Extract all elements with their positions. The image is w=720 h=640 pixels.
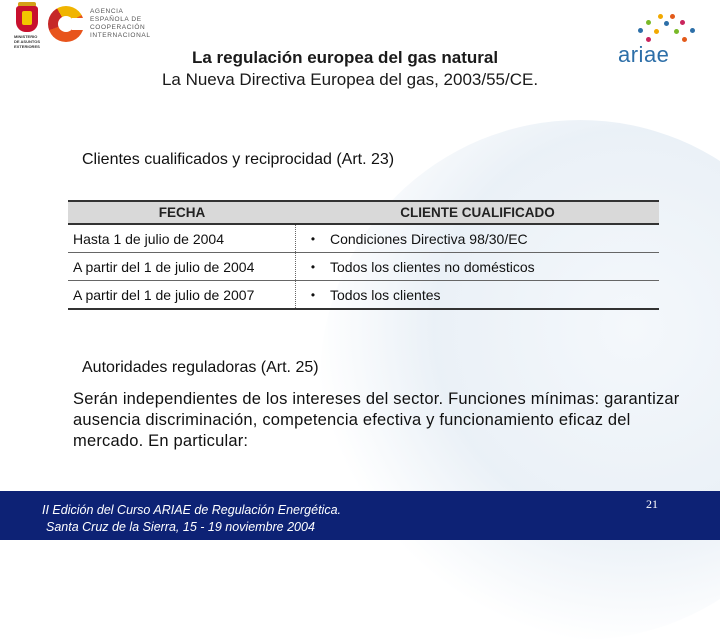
section-body-text: Serán independientes de los intereses del sector. Funciones mínimas: garantizar ausencia discriminación, competencia efectiva y funcionamiento eficaz del mercado. En particular:	[73, 390, 680, 450]
page-number: 21	[646, 497, 658, 511]
fecha-cell: Hasta 1 de julio de 2004	[68, 225, 296, 252]
bullet: •	[310, 259, 316, 274]
ministry-logo	[8, 6, 46, 52]
column-header-cliente: CLIENTE CUALIFICADO	[400, 205, 555, 220]
coat-of-arms-icon	[16, 6, 38, 32]
aeci-logo	[48, 6, 88, 46]
bullet: •	[310, 287, 316, 302]
cliente-cell	[296, 281, 659, 308]
slide-subtitle: La Nueva Directiva Europea del gas, 2003/55/CE.	[161, 70, 539, 89]
cliente-cell	[296, 253, 659, 280]
ministry-logo-text: MINISTERIO DE ASUNTOS EXTERIORES	[14, 34, 41, 49]
section-heading-clientes: Clientes cualificados y reciprocidad (Art. 23)	[82, 151, 395, 168]
cliente-cell-text: Condiciones Directiva 98/30/EC	[330, 230, 528, 247]
cliente-cell	[296, 225, 659, 252]
table-header-row	[68, 202, 659, 225]
aeci-logo-text: AGENCIA ESPAÑOLA DE COOPERACIÓN INTERNACIONAL	[90, 8, 151, 39]
table-row	[68, 253, 659, 281]
ariae-logo-text: ariae	[618, 42, 670, 67]
column-header-fecha: FECHA	[158, 205, 206, 220]
fecha-cell: A partir del 1 de julio de 2004	[68, 253, 296, 280]
bullet: •	[310, 231, 316, 246]
slide-title: La regulación europea del gas natural	[191, 48, 499, 67]
qualified-clients-table	[68, 200, 659, 310]
footer-bar	[0, 491, 720, 540]
section-heading-autoridades: Autoridades reguladoras (Art. 25)	[82, 359, 319, 376]
background-globe	[320, 120, 720, 640]
table-row	[68, 281, 659, 308]
table-row	[68, 225, 659, 253]
cliente-cell-text: Todos los clientes no domésticos	[330, 258, 535, 275]
fecha-cell: A partir del 1 de julio de 2007	[68, 281, 296, 308]
footer-course-line: II Edición del Curso ARIAE de Regulación Energética.	[42, 503, 342, 517]
footer-location-line: Santa Cruz de la Sierra, 15 - 19 noviembre 2004	[46, 520, 315, 534]
cliente-cell-text: Todos los clientes	[330, 286, 441, 303]
